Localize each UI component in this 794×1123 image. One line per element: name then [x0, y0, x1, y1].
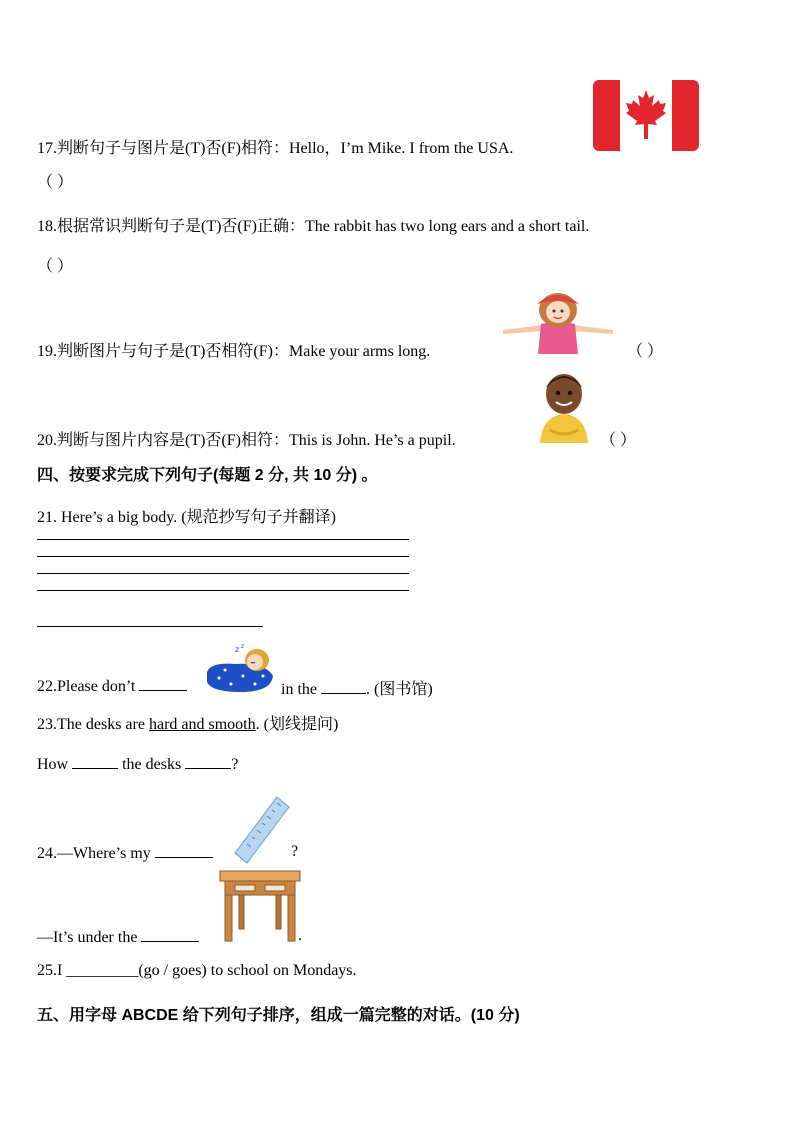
boy-icon [534, 368, 594, 443]
q22-line [37, 676, 187, 696]
q24-answer-part1: —It’s under the [37, 929, 138, 946]
q24-question-line [37, 843, 213, 863]
q23-blank-2[interactable] [185, 754, 231, 769]
q23-suffix: . (划线提问) [255, 716, 339, 733]
q18-text: 18.根据常识判断句子是(T)否(F)正确：The rabbit has two long ears and a short tail. [37, 218, 590, 235]
q17-text: 17.判断句子与图片是(T)否(F)相符：Hello，I’m Mike. I from the USA. [37, 140, 514, 157]
q24-answer-line [37, 927, 199, 947]
girl-arms-out-icon [503, 292, 613, 354]
translation-line[interactable] [37, 626, 263, 627]
canada-flag-icon [593, 80, 699, 151]
q23-blank-1[interactable] [72, 754, 118, 769]
writing-line-4[interactable] [37, 590, 409, 591]
q17-answer-paren[interactable]: （ ） [37, 174, 74, 191]
q23-answer-line [37, 754, 238, 774]
section5-heading: 五、用字母 ABCDE 给下列句子排序，组成一篇完整的对话。(10 分) [37, 1007, 520, 1024]
q22-blank-1[interactable] [139, 676, 187, 691]
writing-line-3[interactable] [37, 573, 409, 574]
q19-answer-paren[interactable]: （ ） [627, 343, 664, 360]
svg-text:z: z [241, 643, 245, 650]
q22-part2: in the [281, 681, 317, 698]
q20-text: 20.判断与图片内容是(T)否(F)相符：This is John. He’s a pupil. [37, 432, 456, 449]
q24-blank-1[interactable] [155, 843, 213, 858]
ruler-icon [233, 795, 291, 865]
q24-question-mark: ? [291, 843, 299, 860]
q22-blank-2[interactable] [321, 679, 366, 694]
q22-line-b [281, 676, 433, 699]
desk-icon [219, 868, 301, 942]
q23-how: How [37, 756, 69, 773]
q23-underlined: hard and smooth [148, 716, 256, 733]
q23-the-desks: the desks [122, 756, 182, 773]
writing-line-2[interactable] [37, 556, 409, 557]
q24-part1: 24.—Where’s my [37, 845, 151, 862]
q18-answer-paren[interactable]: （ ） [37, 258, 74, 275]
q19-text: 19.判断图片与句子是(T)否相符(F)：Make your arms long. [37, 343, 431, 360]
q20-answer-paren[interactable]: （ ） [600, 432, 637, 449]
sleeping-child-icon [205, 642, 275, 694]
svg-text:z: z [235, 645, 240, 654]
q23-question-mark: ? [231, 756, 239, 773]
q22-part3: . (图书馆) [366, 681, 433, 698]
q24-answer-period: . [298, 927, 302, 944]
writing-line-1[interactable] [37, 539, 409, 540]
q24-blank-2[interactable] [141, 927, 199, 942]
q21-text: 21. Here’s a big body. (规范抄写句子并翻译) [37, 509, 336, 526]
q22-part1: 22.Please don’t [37, 678, 136, 695]
q23-prefix: 23.The desks are [37, 716, 149, 733]
q23-line [37, 711, 338, 734]
q25-text: 25.I _________(go / goes) to school on Mondays. [37, 962, 357, 979]
section4-heading: 四、按要求完成下列句子(每题 2 分, 共 10 分) 。 [37, 467, 378, 484]
